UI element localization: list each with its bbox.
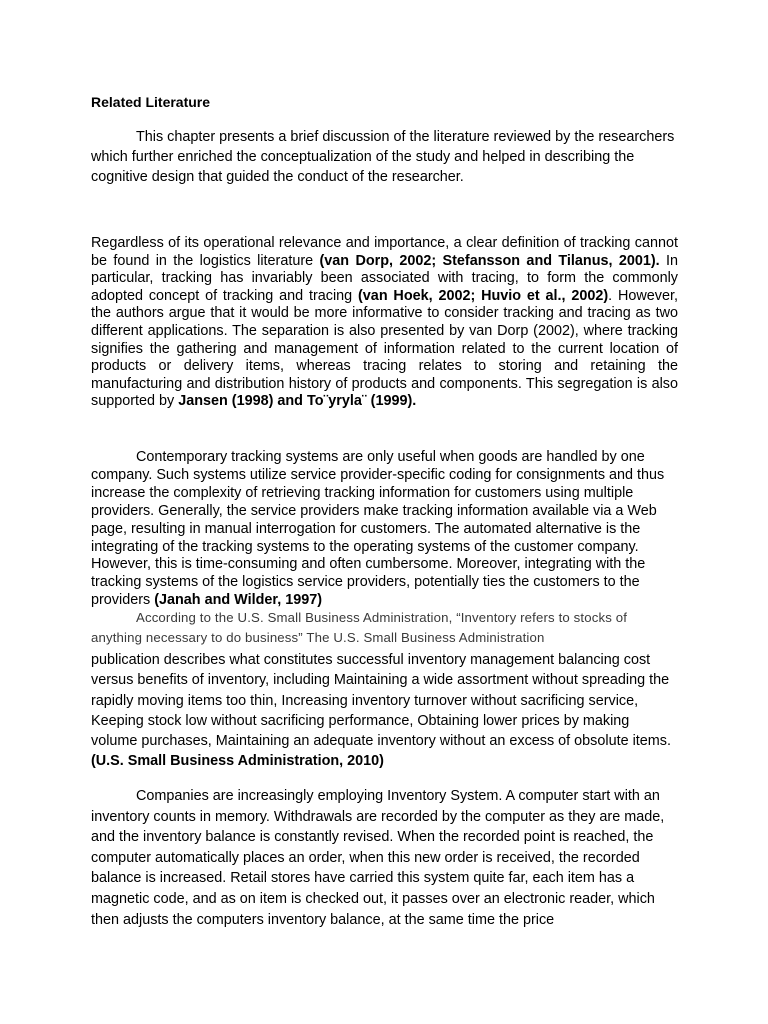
paragraph-text: Contemporary tracking systems are only useful when goods are handled by one company. Such systems utilize service provider-specific coding for consignments and thus increase the complexity of retrieving tracking information for customers using multiple providers. Generally, the service providers make tracking information available via a Web page, resulting in manual interrogation for customers. The automated alternative is the integrating of the tracking systems to the operating systems of the customer company. However, this is time-consuming and often cumbersome. Moreover, integrating with the tracking systems of the logistics service providers, potentially ties the customers to the providers xyxy=(91,449,665,609)
citation: (van Dorp, 2002; Stefansson and Tilanus, 2001). xyxy=(319,252,660,269)
citation: Jansen (1998) and To¨yryla¨ (1999). xyxy=(178,393,417,410)
paragraph-inventory-management xyxy=(91,650,678,772)
paragraph-text: . However, the authors argue that it would be more informative to consider tracking and tracing as two different applications. The separation is also presented by van Dorp (2002), where tracking signifies the gathering and management of information related to the current location of products or delivery items, whereas tracing relates to storing and retaining the manufacturing and distribution history of products and components. This segregation is also supported by xyxy=(91,287,678,410)
section-heading: Related Literature xyxy=(91,94,211,110)
citation: (U.S. Small Business Administration, 2010) xyxy=(91,753,384,770)
paragraph-inventory-quote: According to the U.S. Small Business Administration, “Inventory refers to stocks of anything necessary to do business” The U.S. Small Business Administration xyxy=(91,610,628,645)
paragraph-inventory-system: Companies are increasingly employing Inventory System. A computer start with an inventory counts in memory. Withdrawals are recorded by the computer as they are made, and the inventory balance is constantly revised. When the recorded point is reached, the computer automatically places an order, when this new order is received, the recorded balance is increased. Retail stores have carried this system quite far, each item has a magnetic code, and as on item is checked out, it passes over an electronic reader, which then adjusts the computers inventory balance, at the same time the price xyxy=(91,788,665,928)
paragraph-intro: This chapter presents a brief discussion of the literature reviewed by the researchers which further enriched the conceptualization of the study and helped in describing the cognitive design that guided the conduct of the researcher. xyxy=(91,129,675,185)
paragraph-tracking-systems xyxy=(91,449,678,610)
paragraph-text: Regardless of its operational relevance and importance, a clear definition of tracking cannot be found in the logistics literature xyxy=(91,235,678,269)
citation: (Janah and Wilder, 1997) xyxy=(154,592,323,609)
citation: (van Hoek, 2002; Huvio et al., 2002) xyxy=(358,287,609,304)
paragraph-text: In particular, tracking has invariably been associated with tracing, to form the commonly adopted concept of tracking and tracing xyxy=(91,252,678,304)
paragraph-tracking-definition xyxy=(91,235,678,411)
paragraph-text: publication describes what constitutes successful inventory management balancing cost versus benefits of inventory, including Maintaining a wide assortment without spreading the rapidly moving items too thin, Increasing inventory turnover without sacrificing service, Keeping stock low without sacrificing performance, Obtaining lower prices by making volume purchases, Maintaining an adequate inventory without an excess of obsolute items. xyxy=(91,652,671,750)
